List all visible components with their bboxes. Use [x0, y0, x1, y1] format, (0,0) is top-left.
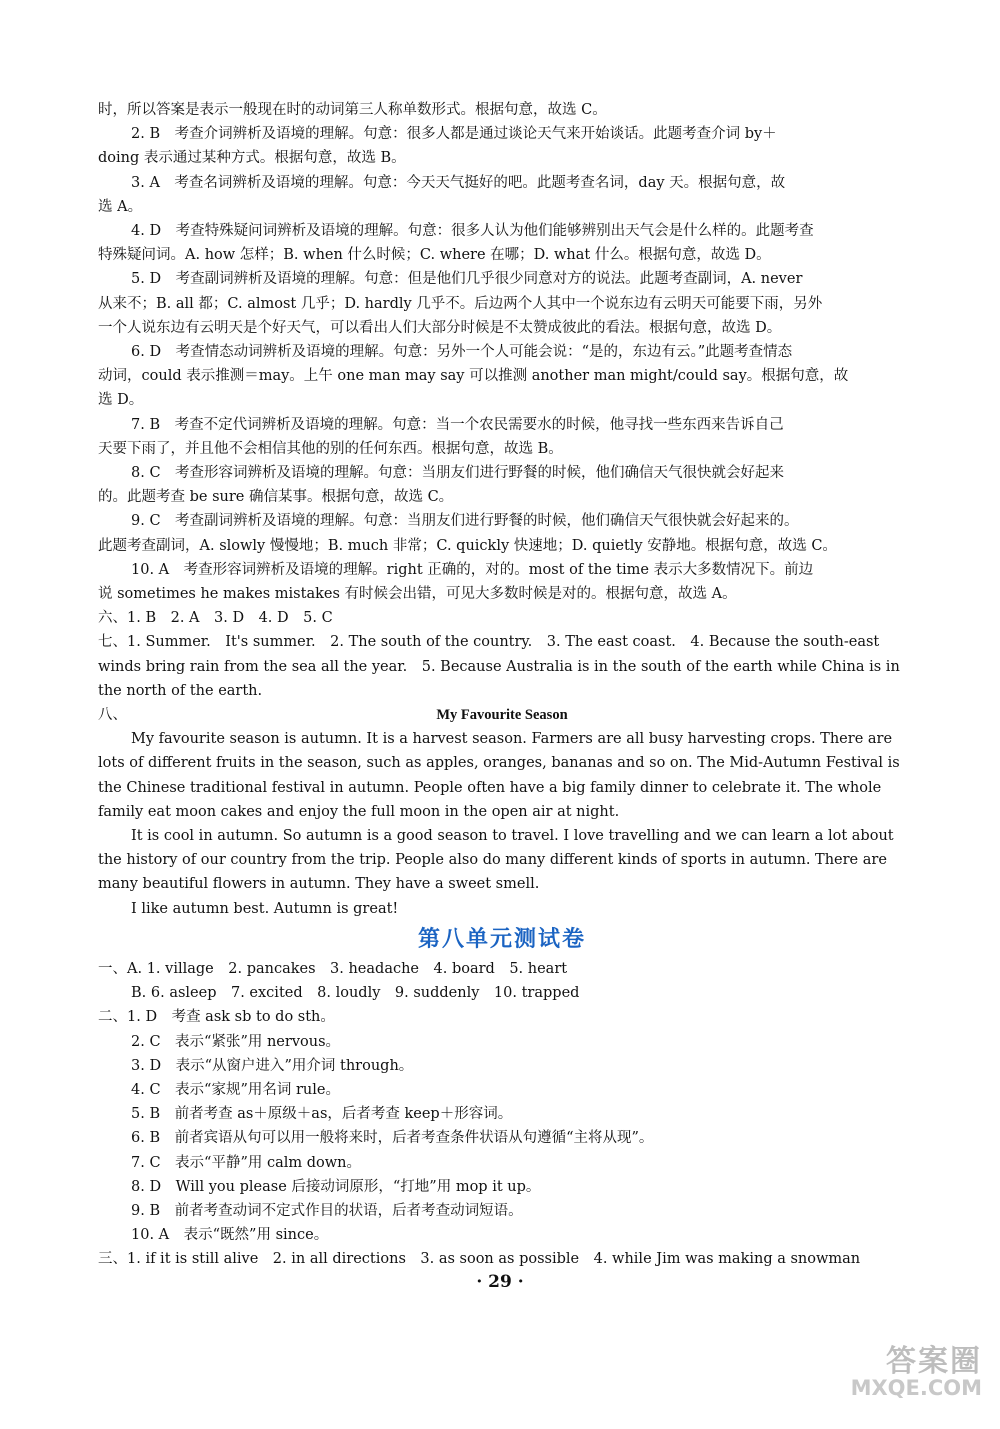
text-line: 从来不；B. all 都；C. almost 几乎；D. hardly 几乎不。后边两个人其中一个说东边有云明天可能要下雨，另外 [98, 295, 823, 312]
text-line: 3. A 考查名词辨析及语境的理解。句意：今天天气挺好的吧。此题考查名词，day 天。根据句意，故 [131, 174, 786, 191]
text-line: 2. B 考查介词辨析及语境的理解。句意：很多人都是通过谈论天气来开始谈话。此题考查介词 by＋ [131, 126, 777, 143]
text-line: 6. D 考查情态动词辨析及语境的理解。句意：另外一个人可能会说：“是的，东边有云。”此题考查情态 [131, 344, 793, 361]
text-line: doing 表示通过某种方式。根据句意，故选 B。 [98, 150, 406, 167]
text-line: B. 6. asleep 7. excited 8. loudly 9. suddenly 10. trapped [131, 985, 580, 1002]
text-line: 7. B 考查不定代词辨析及语境的理解。句意：当一个农民需要水的时候，他寻找一些东西来告诉自己 [131, 416, 784, 433]
answers-section-bottom [98, 957, 906, 1272]
answers-section-top [98, 98, 906, 703]
section-label: 八、 [98, 707, 127, 724]
text-line: 选 A。 [98, 198, 143, 215]
essay-paragraph: My favourite season is autumn. It is a harvest season. Farmers are all busy harvesting crops. There are lots of different fruits in the season, such as apples, oranges, bananas and so on. The Mid-Autumn Festival is the Chinese traditional festival in autumn. People often have a big family dinner to celebrate it. The whole family eat moon cakes and enjoy the full moon in the open air at night. [98, 731, 900, 820]
text-line: 10. A 考查形容词辨析及语境的理解。right 正确的，对的。most of the time 表示大多数情况下。前边 [131, 561, 814, 578]
text-line: 4. C 表示“家规”用名词 rule。 [131, 1081, 340, 1098]
text-line: 3. D 表示“从窗户进入”用介词 through。 [131, 1057, 414, 1074]
text-line: 特殊疑问词。A. how 怎样；B. when 什么时候；C. where 在哪；D. what 什么。根据句意，故选 D。 [98, 247, 771, 264]
text-line: 一个人说东边有云明天是个好天气，可以看出人们大部分时候是不太赞成彼此的看法。根据句意，故选 D。 [98, 319, 782, 336]
text-line: 5. B 前者考查 as＋原级＋as，后者考查 keep＋形容词。 [131, 1106, 513, 1123]
unit-title: 第八单元测试卷 [417, 926, 586, 952]
essay-title: My Favourite Season [436, 707, 568, 724]
text-line: 二、1. D 考查 ask sb to do sth。 [98, 1009, 335, 1026]
text-line: 5. D 考查副词辨析及语境的理解。句意：但是他们几乎很少同意对方的说法。此题考查副词，A. never [131, 271, 803, 288]
text-line: 9. C 考查副词辨析及语境的理解。句意：当朋友们进行野餐的时候，他们确信天气很快就会好起来的。 [131, 513, 799, 530]
text-line: 七、1. Summer. It's summer. 2. The south of the country. 3. The east coast. 4. Because the south-east [98, 634, 880, 651]
text-line: 7. C 表示“平静”用 calm down。 [131, 1154, 361, 1171]
text-line: 说 sometimes he makes mistakes 有时候会出错，可见大多数时候是对的。根据句意，故选 A。 [98, 586, 737, 603]
essay-section [98, 703, 906, 921]
text-line: 动词，could 表示推测＝may。上午 one man may say 可以推测 another man might/could say。根据句意，故 [98, 368, 849, 385]
text-line: winds bring rain from the sea all the year. 5. Because Australia is in the south of the earth while China is in [98, 658, 900, 675]
essay-paragraph: It is cool in autumn. So autumn is a good season to travel. I love travelling and we can learn a lot about the history of our country from the trip. People also do many different kinds of sports in autumn. There are many beautiful flowers in autumn. They have a sweet smell. [98, 828, 894, 893]
watermark-mark: 答案圈 [886, 1344, 982, 1379]
text-line: 4. D 考查特殊疑问词辨析及语境的理解。句意：很多人认为他们能够辨别出天气会是什么样的。此题考查 [131, 223, 814, 240]
watermark-logo [802, 1344, 982, 1422]
text-line: 选 D。 [98, 392, 144, 409]
text-line: 的。此题考查 be sure 确信某事。根据句意，故选 C。 [98, 489, 454, 506]
text-line: the north of the earth. [98, 682, 263, 699]
text-line: 8. C 考查形容词辨析及语境的理解。句意：当朋友们进行野餐的时候，他们确信天气很快就会好起来 [131, 465, 785, 482]
text-line: 6. B 前者宾语从句可以用一般将来时，后者考查条件状语从句遵循“主将从现”。 [131, 1130, 654, 1147]
text-line: 8. D Will you please 后接动词原形，“打地”用 mop it up。 [131, 1178, 541, 1195]
text-line: 天要下雨了，并且他不会相信其他的别的任何东西。根据句意，故选 B。 [98, 440, 563, 457]
text-line: 时，所以答案是表示一般现在时的动词第三人称单数形式。根据句意，故选 C。 [98, 102, 607, 118]
text-line: 2. C 表示“紧张”用 nervous。 [131, 1033, 341, 1050]
text-line: 六、1. B 2. A 3. D 4. D 5. C [98, 610, 333, 627]
text-line: 9. B 前者考查动词不定式作目的状语，后者考查动词短语。 [131, 1202, 523, 1219]
text-line: 此题考查副词，A. slowly 慢慢地；B. much 非常；C. quickly 快速地；D. quietly 安静地。根据句意，故选 C。 [98, 537, 837, 554]
text-line: 一、A. 1. village 2. pancakes 3. headache 4. board 5. heart [98, 960, 568, 977]
watermark-url: MXQE.COM [850, 1376, 982, 1401]
answer-page [98, 98, 906, 1272]
essay-header [98, 703, 906, 727]
text-line: 10. A 表示“既然”用 since。 [131, 1227, 329, 1244]
text-line: 三、1. if it is still alive 2. in all directions 3. as soon as possible 4. while Jim was making a snowman [98, 1251, 861, 1268]
essay-paragraph: I like autumn best. Autumn is great! [131, 900, 399, 917]
page-number: · 29 · [476, 1272, 524, 1292]
